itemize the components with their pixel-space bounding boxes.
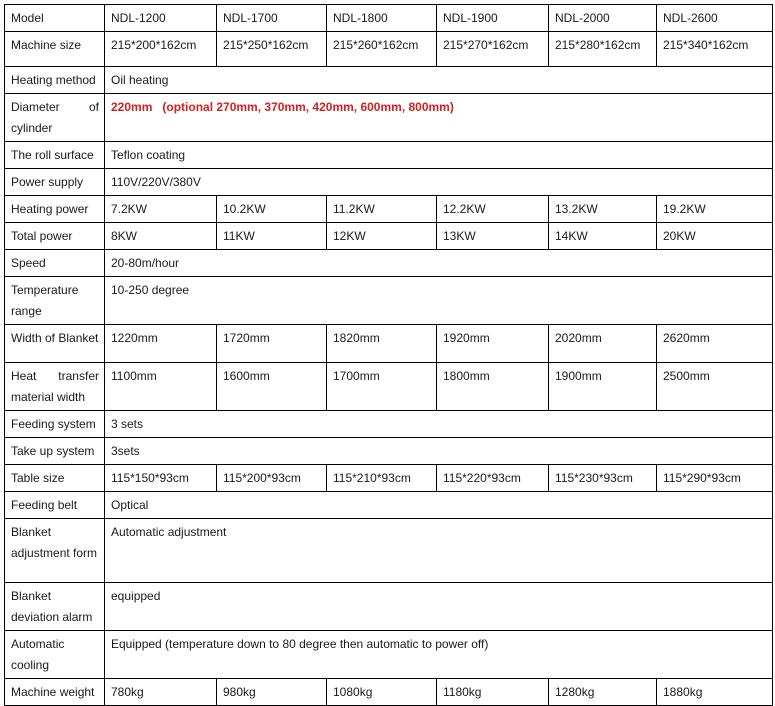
row-total-power — [5, 223, 773, 250]
speed-value: 20-80m/hour — [105, 250, 773, 277]
row-blanket-adjustment — [5, 519, 773, 583]
width-blanket-cell: 1720mm — [217, 325, 327, 363]
total-power-cell: 12KW — [327, 223, 437, 250]
label-take-up-system: Take up system — [5, 438, 105, 465]
row-blanket-deviation — [5, 583, 773, 631]
label-automatic-cooling: Automatic cooling — [5, 631, 105, 679]
heat-transfer-width-cell: 1100mm — [105, 363, 217, 411]
machine-weight-cell: 1080kg — [327, 679, 437, 706]
machine-size-cell: 215*260*162cm — [327, 32, 437, 67]
row-heating-method — [5, 67, 773, 94]
table-size-cell: 115*290*93cm — [657, 465, 773, 492]
heating-power-cell: 11.2KW — [327, 196, 437, 223]
model-cell: NDL-1200 — [105, 5, 217, 32]
heat-transfer-width-cell: 1900mm — [549, 363, 657, 411]
machine-weight-cell: 1180kg — [437, 679, 549, 706]
label-power-supply: Power supply — [5, 169, 105, 196]
row-take-up-system — [5, 438, 773, 465]
label-roll-surface: The roll surface — [5, 142, 105, 169]
heating-power-cell: 12.2KW — [437, 196, 549, 223]
model-cell: NDL-1800 — [327, 5, 437, 32]
model-cell: NDL-1700 — [217, 5, 327, 32]
machine-size-cell: 215*200*162cm — [105, 32, 217, 67]
label-heating-method: Heating method — [5, 67, 105, 94]
heating-power-cell: 13.2KW — [549, 196, 657, 223]
automatic-cooling-value: Equipped (temperature down to 80 degree then automatic to power off) — [105, 631, 773, 679]
width-blanket-cell: 1920mm — [437, 325, 549, 363]
width-blanket-cell: 2020mm — [549, 325, 657, 363]
row-diameter — [5, 94, 773, 142]
label-model: Model — [5, 5, 105, 32]
total-power-cell: 20KW — [657, 223, 773, 250]
heat-transfer-width-cell: 2500mm — [657, 363, 773, 411]
table-size-cell: 115*210*93cm — [327, 465, 437, 492]
row-machine-size — [5, 32, 773, 67]
table-size-cell: 115*220*93cm — [437, 465, 549, 492]
heat-transfer-width-cell: 1600mm — [217, 363, 327, 411]
label-feeding-system: Feeding system — [5, 411, 105, 438]
row-speed — [5, 250, 773, 277]
diameter-value — [105, 94, 773, 142]
label-feeding-belt: Feeding belt — [5, 492, 105, 519]
row-feeding-belt — [5, 492, 773, 519]
row-heating-power — [5, 196, 773, 223]
machine-weight-cell: 980kg — [217, 679, 327, 706]
label-heating-power: Heating power — [5, 196, 105, 223]
row-feeding-system — [5, 411, 773, 438]
diameter-optional: (optional 270mm, 370mm, 420mm, 600mm, 800mm) — [162, 100, 454, 114]
feeding-belt-value: Optical — [105, 492, 773, 519]
model-cell: NDL-2600 — [657, 5, 773, 32]
power-supply-value: 110V/220V/380V — [105, 169, 773, 196]
spec-table — [4, 4, 773, 706]
heat-transfer-width-cell: 1800mm — [437, 363, 549, 411]
model-cell: NDL-2000 — [549, 5, 657, 32]
machine-size-cell: 215*270*162cm — [437, 32, 549, 67]
row-heat-transfer-width — [5, 363, 773, 411]
row-roll-surface — [5, 142, 773, 169]
roll-surface-value: Teflon coating — [105, 142, 773, 169]
table-size-cell: 115*200*93cm — [217, 465, 327, 492]
machine-size-cell: 215*340*162cm — [657, 32, 773, 67]
diameter-main: 220mm — [111, 100, 153, 114]
heating-power-cell: 10.2KW — [217, 196, 327, 223]
width-blanket-cell: 1820mm — [327, 325, 437, 363]
total-power-cell: 14KW — [549, 223, 657, 250]
feeding-system-value: 3 sets — [105, 411, 773, 438]
label-machine-size: Machine size — [5, 32, 105, 67]
heating-power-cell: 7.2KW — [105, 196, 217, 223]
machine-size-cell: 215*250*162cm — [217, 32, 327, 67]
label-blanket-deviation: Blanket deviation alarm — [5, 583, 105, 631]
row-power-supply — [5, 169, 773, 196]
table-size-cell: 115*150*93cm — [105, 465, 217, 492]
model-cell: NDL-1900 — [437, 5, 549, 32]
label-machine-weight: Machine weight — [5, 679, 105, 706]
label-speed: Speed — [5, 250, 105, 277]
total-power-cell: 8KW — [105, 223, 217, 250]
row-model — [5, 5, 773, 32]
temperature-range-value: 10-250 degree — [105, 277, 773, 325]
blanket-adjustment-value: Automatic adjustment — [105, 519, 773, 583]
machine-size-cell: 215*280*162cm — [549, 32, 657, 67]
row-table-size — [5, 465, 773, 492]
label-total-power: Total power — [5, 223, 105, 250]
width-blanket-cell: 2620mm — [657, 325, 773, 363]
heating-power-cell: 19.2KW — [657, 196, 773, 223]
row-machine-weight — [5, 679, 773, 706]
label-diameter: Diameter of cylinder — [5, 94, 105, 142]
label-blanket-adjustment: Blanket adjustment form — [5, 519, 105, 583]
label-temperature-range: Temperature range — [5, 277, 105, 325]
row-width-blanket — [5, 325, 773, 363]
row-automatic-cooling — [5, 631, 773, 679]
heating-method-value: Oil heating — [105, 67, 773, 94]
total-power-cell: 11KW — [217, 223, 327, 250]
machine-weight-cell: 1280kg — [549, 679, 657, 706]
row-temperature-range — [5, 277, 773, 325]
table-size-cell: 115*230*93cm — [549, 465, 657, 492]
label-width-blanket: Width of Blanket — [5, 325, 105, 363]
heat-transfer-width-cell: 1700mm — [327, 363, 437, 411]
total-power-cell: 13KW — [437, 223, 549, 250]
blanket-deviation-value: equipped — [105, 583, 773, 631]
machine-weight-cell: 780kg — [105, 679, 217, 706]
label-heat-transfer-width: Heat transfer material width — [5, 363, 105, 411]
width-blanket-cell: 1220mm — [105, 325, 217, 363]
label-table-size: Table size — [5, 465, 105, 492]
machine-weight-cell: 1880kg — [657, 679, 773, 706]
take-up-system-value: 3sets — [105, 438, 773, 465]
